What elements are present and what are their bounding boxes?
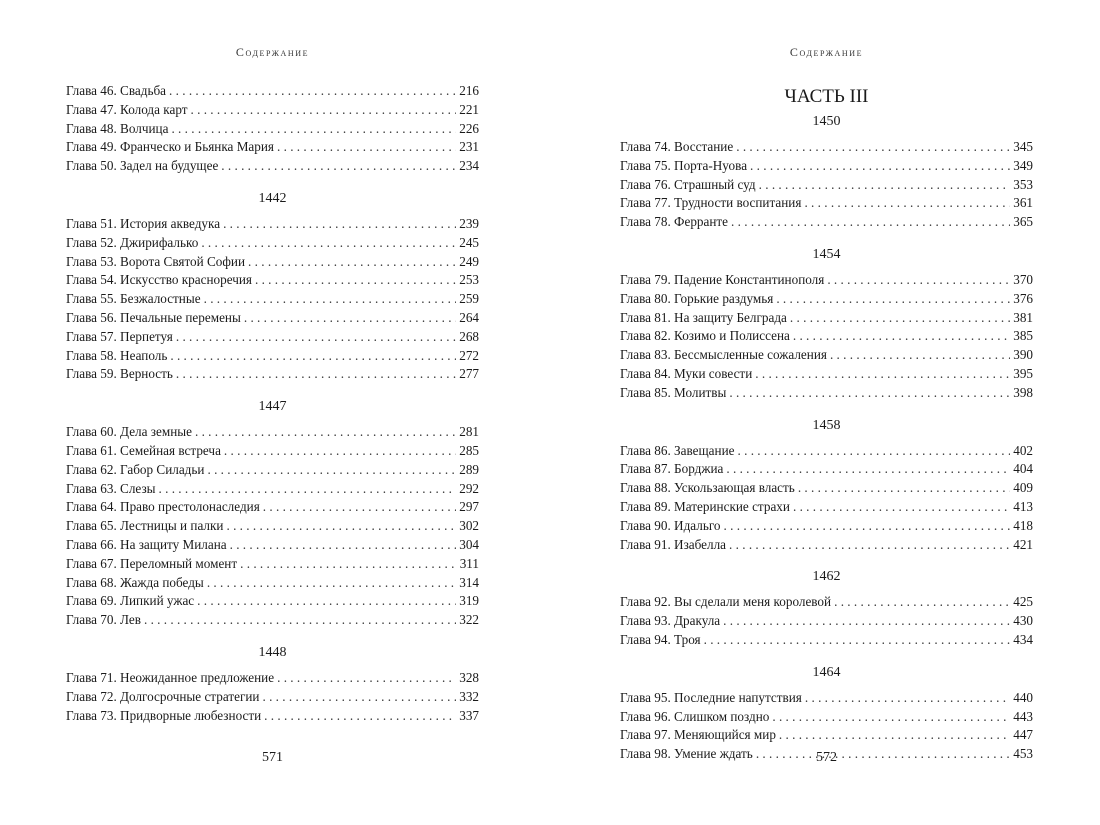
chapter-title: Глава 55. Безжалостные: [66, 291, 201, 307]
toc-entry: [66, 347, 479, 366]
chapter-title: Глава 50. Задел на будущее: [66, 158, 219, 174]
toc-entry: [620, 327, 1033, 346]
toc-section: [620, 664, 1033, 764]
dot-leader: [805, 689, 1010, 708]
toc-entry: [66, 461, 479, 480]
chapter-page-number: 421: [1013, 536, 1033, 552]
dot-leader: [277, 669, 456, 688]
chapter-title: Глава 57. Перпетуя: [66, 328, 173, 344]
chapter-page-number: 434: [1013, 631, 1033, 647]
chapter-title: Глава 58. Неаполь: [66, 347, 168, 363]
dot-leader: [724, 517, 1011, 536]
chapter-title: Глава 49. Франческо и Бьянка Мария: [66, 139, 274, 155]
toc-entry: [620, 194, 1033, 213]
dot-leader: [191, 101, 457, 120]
chapter-page-number: 322: [459, 612, 479, 628]
chapter-title: Глава 56. Печальные перемены: [66, 309, 241, 325]
toc-entry: [620, 271, 1033, 290]
toc-entry: [66, 365, 479, 384]
chapter-page-number: 395: [1013, 365, 1033, 381]
toc-entry: [620, 612, 1033, 631]
toc-entry: [66, 536, 479, 555]
toc-entry: [620, 309, 1033, 328]
toc-entry: [66, 611, 479, 630]
left-page: [66, 0, 479, 825]
toc-entry: [620, 384, 1033, 403]
toc-entry: [66, 101, 479, 120]
chapter-title: Глава 59. Верность: [66, 366, 173, 382]
toc-entry: [620, 498, 1033, 517]
chapter-page-number: 376: [1013, 290, 1033, 306]
chapter-page-number: 239: [459, 215, 479, 231]
chapter-page-number: 281: [459, 424, 479, 440]
chapter-page-number: 430: [1013, 613, 1033, 629]
toc-entry: [620, 726, 1033, 745]
dot-leader: [726, 460, 1010, 479]
chapter-page-number: 292: [459, 480, 479, 496]
dot-leader: [223, 215, 456, 234]
chapter-page-number: 370: [1013, 271, 1033, 287]
dot-leader: [226, 517, 456, 536]
chapter-title: Глава 51. История акведука: [66, 215, 221, 231]
toc-entry: [620, 365, 1033, 384]
dot-leader: [738, 442, 1011, 461]
chapter-title: Глава 94. Троя: [620, 631, 701, 647]
running-head: Содержание: [789, 45, 864, 59]
chapter-title: Глава 97. Меняющийся мир: [620, 727, 776, 743]
chapter-page-number: 234: [459, 158, 479, 174]
chapter-page-number: 249: [459, 253, 479, 269]
dot-leader: [834, 593, 1010, 612]
dot-leader: [729, 536, 1010, 555]
chapter-title: Глава 78. Ферранте: [620, 214, 729, 230]
dot-leader: [207, 461, 456, 480]
chapter-page-number: 453: [1013, 746, 1033, 762]
chapter-page-number: 402: [1013, 442, 1033, 458]
chapter-title: Глава 87. Борджиа: [620, 461, 724, 477]
chapter-page-number: 337: [459, 707, 479, 723]
toc-entry: [66, 138, 479, 157]
chapter-page-number: 272: [459, 347, 479, 363]
chapter-page-number: 245: [459, 234, 479, 250]
chapter-title: Глава 65. Лестницы и палки: [66, 518, 224, 534]
chapter-title: Глава 79. Падение Константинополя: [620, 271, 825, 287]
dot-leader: [731, 213, 1010, 232]
chapter-title: Глава 72. Долгосрочные стратегии: [66, 688, 260, 704]
toc-entry: [620, 290, 1033, 309]
dot-leader: [723, 612, 1010, 631]
part-title: ЧАСТЬ III: [784, 86, 869, 107]
dot-leader: [204, 290, 457, 309]
dot-leader: [827, 271, 1010, 290]
dot-leader: [169, 82, 456, 101]
toc-entry: [620, 213, 1033, 232]
dot-leader: [230, 536, 457, 555]
toc-entry: [620, 138, 1033, 157]
chapter-title: Глава 47. Колода карт: [66, 101, 188, 117]
chapter-title: Глава 92. Вы сделали меня королевой: [620, 594, 832, 610]
right-page: [620, 0, 1033, 825]
chapter-page-number: 332: [459, 688, 479, 704]
dot-leader: [170, 347, 456, 366]
chapter-page-number: 253: [459, 272, 479, 288]
toc-entry: [66, 309, 479, 328]
chapter-page-number: 216: [459, 83, 479, 98]
chapter-title: Глава 88. Ускользающая власть: [620, 480, 795, 496]
toc-entry: [620, 479, 1033, 498]
dot-leader: [277, 138, 456, 157]
toc-entry: [620, 442, 1033, 461]
chapter-title: Глава 98. Умение ждать: [620, 746, 753, 762]
chapter-page-number: 398: [1013, 384, 1033, 400]
chapter-title: Глава 86. Завещание: [620, 442, 735, 458]
dot-leader: [736, 138, 1010, 157]
toc-section: [620, 246, 1033, 403]
chapter-title: Глава 66. На защиту Милана: [66, 536, 227, 552]
section-year: 1462: [812, 569, 841, 585]
chapter-page-number: 277: [459, 366, 479, 382]
toc-entry: [66, 517, 479, 536]
chapter-title: Глава 61. Семейная встреча: [66, 442, 221, 458]
chapter-title: Глава 71. Неожиданное предложение: [66, 669, 275, 685]
chapter-page-number: 409: [1013, 480, 1033, 496]
section-year: 1450: [812, 114, 841, 129]
chapter-page-number: 264: [459, 309, 479, 325]
dot-leader: [790, 309, 1010, 328]
chapter-page-number: 259: [459, 291, 479, 307]
toc-entry: [66, 480, 479, 499]
chapter-title: Глава 64. Право престолонаследия: [66, 499, 260, 515]
page-number: 572: [816, 750, 837, 765]
table-of-contents: [620, 86, 1033, 764]
chapter-title: Глава 54. Искусство красноречия: [66, 272, 252, 288]
dot-leader: [729, 384, 1010, 403]
chapter-page-number: 365: [1013, 214, 1033, 230]
table-of-contents: [66, 82, 479, 725]
dot-leader: [264, 707, 456, 726]
chapter-title: Глава 60. Дела земные: [66, 424, 192, 440]
chapter-page-number: 390: [1013, 347, 1033, 363]
section-year: 1464: [812, 664, 841, 680]
chapter-title: Глава 68. Жажда победы: [66, 574, 204, 590]
chapter-page-number: 425: [1013, 594, 1033, 610]
toc-entry: [66, 592, 479, 611]
section-year: 1454: [812, 246, 841, 262]
running-head: Содержание: [235, 45, 310, 59]
toc-entry: [66, 555, 479, 574]
dot-leader: [248, 253, 456, 272]
dot-leader: [171, 120, 456, 139]
chapter-title: Глава 85. Молитвы: [620, 384, 727, 400]
chapter-title: Глава 76. Страшный суд: [620, 176, 756, 192]
chapter-page-number: 226: [459, 120, 479, 136]
toc-section: [66, 398, 479, 630]
chapter-page-number: 385: [1013, 328, 1033, 344]
chapter-title: Глава 82. Козимо и Полиссена: [620, 328, 790, 344]
chapter-page-number: 443: [1013, 708, 1033, 724]
chapter-title: Глава 63. Слезы: [66, 480, 156, 496]
section-year: 1447: [258, 399, 287, 415]
toc-entry: [66, 253, 479, 272]
chapter-page-number: 297: [459, 499, 479, 515]
dot-leader: [207, 574, 456, 593]
toc-section: [620, 568, 1033, 649]
dot-leader: [201, 234, 456, 253]
chapter-title: Глава 53. Ворота Святой Софии: [66, 253, 246, 269]
chapter-title: Глава 83. Бессмысленные сожаления: [620, 347, 827, 363]
chapter-title: Глава 48. Волчица: [66, 120, 169, 136]
chapter-title: Глава 69. Липкий ужас: [66, 593, 195, 609]
section-year: 1448: [258, 644, 287, 660]
toc-entry: [66, 215, 479, 234]
toc-entry: [66, 234, 479, 253]
chapter-page-number: 311: [459, 555, 479, 571]
chapter-title: Глава 52. Джирифалько: [66, 234, 199, 250]
dot-leader: [195, 423, 456, 442]
chapter-page-number: 302: [459, 518, 479, 534]
dot-leader: [263, 498, 456, 517]
chapter-title: Глава 81. На защиту Белграда: [620, 309, 787, 325]
chapter-title: Глава 89. Материнские страхи: [620, 498, 790, 514]
toc-entry: [620, 689, 1033, 708]
chapter-page-number: 314: [459, 574, 479, 590]
chapter-title: Глава 62. Габор Силадьи: [66, 461, 205, 477]
chapter-page-number: 404: [1013, 461, 1033, 477]
chapter-page-number: 304: [459, 536, 479, 552]
toc-entry: [66, 120, 479, 139]
toc-entry: [620, 157, 1033, 176]
dot-leader: [224, 442, 456, 461]
dot-leader: [750, 157, 1010, 176]
toc-entry: [66, 290, 479, 309]
page-number: 571: [262, 750, 283, 765]
chapter-title: Глава 80. Горькие раздумья: [620, 290, 774, 306]
dot-leader: [793, 327, 1010, 346]
chapter-page-number: 221: [459, 101, 479, 117]
toc-entry: [66, 574, 479, 593]
toc-entry: [66, 669, 479, 688]
chapter-page-number: 440: [1013, 689, 1033, 705]
dot-leader: [755, 365, 1010, 384]
dot-leader: [255, 271, 456, 290]
chapter-page-number: 413: [1013, 498, 1033, 514]
dot-leader: [221, 157, 456, 176]
dot-leader: [262, 688, 456, 707]
toc-entry: [620, 631, 1033, 650]
chapter-title: Глава 84. Муки совести: [620, 365, 753, 381]
chapter-title: Глава 46. Свадьба: [66, 83, 167, 98]
dot-leader: [197, 592, 456, 611]
toc-entry: [66, 157, 479, 176]
toc-entry: [66, 271, 479, 290]
chapter-page-number: 349: [1013, 157, 1033, 173]
dot-leader: [159, 480, 457, 499]
toc-entry: [620, 536, 1033, 555]
toc-entry: [620, 346, 1033, 365]
chapter-title: Глава 67. Переломный момент: [66, 555, 238, 571]
toc-entry: [620, 517, 1033, 536]
toc-entry: [620, 460, 1033, 479]
toc-entry: [66, 442, 479, 461]
section-year: 1458: [812, 417, 841, 433]
toc-entry: [66, 423, 479, 442]
toc-section: [620, 113, 1033, 232]
toc-entry: [66, 82, 479, 101]
chapter-title: Глава 77. Трудности воспитания: [620, 195, 802, 211]
chapter-page-number: 319: [459, 593, 479, 609]
toc-section: [620, 417, 1033, 555]
toc-entry: [66, 707, 479, 726]
toc-entry: [620, 708, 1033, 727]
dot-leader: [779, 726, 1010, 745]
chapter-page-number: 418: [1013, 517, 1033, 533]
dot-leader: [793, 498, 1010, 517]
toc-entry: [66, 688, 479, 707]
chapter-title: Глава 93. Дракула: [620, 613, 721, 629]
toc-entry: [620, 176, 1033, 195]
dot-leader: [176, 328, 456, 347]
toc-section: [66, 82, 479, 176]
dot-leader: [704, 631, 1011, 650]
chapter-page-number: 381: [1013, 309, 1033, 325]
dot-leader: [772, 708, 1010, 727]
chapter-page-number: 447: [1013, 727, 1033, 743]
dot-leader: [244, 309, 456, 328]
chapter-page-number: 361: [1013, 195, 1033, 211]
chapter-page-number: 231: [459, 139, 479, 155]
chapter-page-number: 285: [459, 442, 479, 458]
toc-entry: [66, 328, 479, 347]
chapter-title: Глава 70. Лев: [66, 612, 141, 628]
chapter-title: Глава 95. Последние напутствия: [620, 689, 802, 705]
chapter-title: Глава 90. Идальго: [620, 517, 721, 533]
chapter-page-number: 268: [459, 328, 479, 344]
dot-leader: [798, 479, 1010, 498]
toc-section: [66, 190, 479, 384]
chapter-title: Глава 74. Восстание: [620, 139, 734, 154]
dot-leader: [804, 194, 1010, 213]
chapter-title: Глава 91. Изабелла: [620, 536, 727, 552]
chapter-page-number: 289: [459, 461, 479, 477]
chapter-page-number: 345: [1013, 139, 1033, 154]
chapter-title: Глава 96. Слишком поздно: [620, 708, 770, 724]
toc-section: [66, 644, 479, 725]
dot-leader: [830, 346, 1010, 365]
dot-leader: [759, 176, 1011, 195]
dot-leader: [240, 555, 457, 574]
dot-leader: [776, 290, 1010, 309]
section-year: 1442: [258, 190, 287, 206]
chapter-title: Глава 73. Придворные любезности: [66, 707, 262, 723]
toc-entry: [620, 593, 1033, 612]
chapter-page-number: 328: [459, 669, 479, 685]
chapter-title: Глава 75. Порта-Нуова: [620, 157, 748, 173]
chapter-page-number: 353: [1013, 176, 1033, 192]
dot-leader: [176, 365, 456, 384]
toc-entry: [66, 498, 479, 517]
dot-leader: [144, 611, 456, 630]
